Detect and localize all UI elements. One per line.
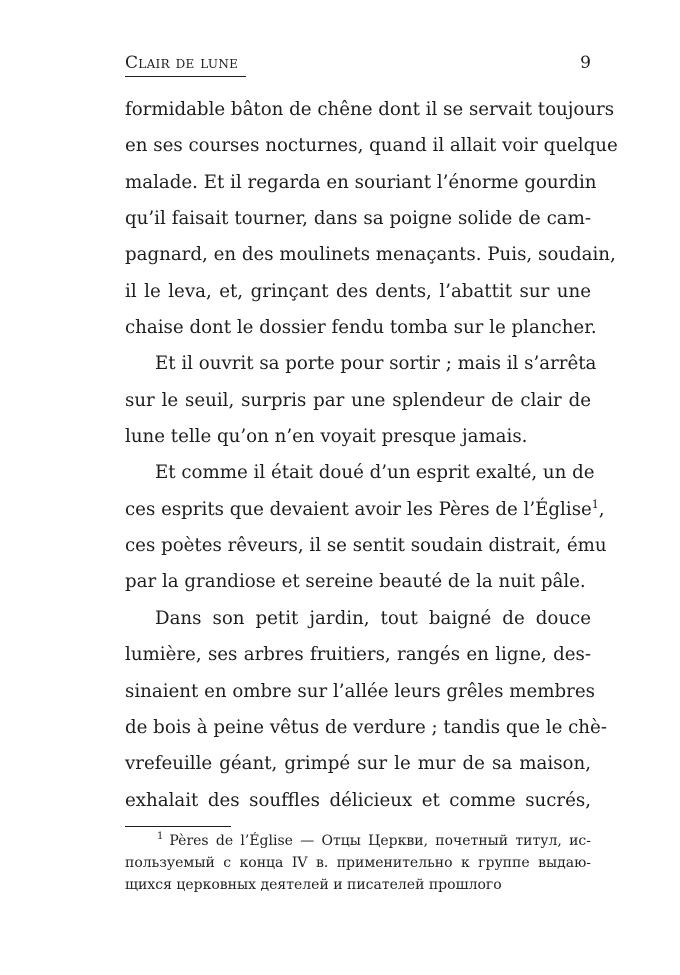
page-number: 9 <box>580 53 591 73</box>
text-line: sinaient en ombre sur l’allée leurs grêles membres <box>125 680 595 702</box>
text-line: malade. Et il regarda en souriant l’énorme gourdin <box>125 171 597 193</box>
text-line: lumière, ses arbres fruitiers, rangés en ligne, des- <box>125 644 591 666</box>
text-line: qu’il faisait tourner, dans sa poigne solide de cam- <box>125 208 591 230</box>
text-line: en ses courses nocturnes, quand il allait voir quelque <box>125 135 618 157</box>
footnote-reference[interactable]: 1 <box>591 497 599 511</box>
running-head <box>125 52 591 78</box>
text-line: formidable bâton de chêne dont il se servait toujours <box>125 99 615 120</box>
footnote-line: щихся церковных деятелей и писателей прошлого <box>125 877 502 893</box>
running-title: Clair de lune <box>125 53 239 73</box>
footnote-text: Pères de l’Église — Отцы Церкви, почетный титул, ис- <box>169 833 591 849</box>
text-line: sur le seuil, surpris par une splendeur de clair de <box>125 389 591 411</box>
text-line: lune telle qu’on n’en voyait presque jamais. <box>125 426 528 448</box>
text-segment: , <box>598 498 605 520</box>
footnote-rule <box>125 826 231 827</box>
text-line: Et comme il était doué d’un esprit exalté, un de <box>155 462 595 484</box>
text-line: ces poètes rêveurs, il se sentit soudain distrait, ému <box>125 535 607 557</box>
footnote-line <box>125 830 591 852</box>
text-line: Dans son petit jardin, tout baigné de douce <box>155 607 591 629</box>
text-line: de bois à peine vêtus de verdure ; tandis que le chè- <box>125 716 607 738</box>
footnote-line: пользуемый с конца IV в. применительно к группе выдаю- <box>125 855 591 871</box>
text-line: par la grandiose et sereine beauté de la nuit pâle. <box>125 571 586 593</box>
footnote-marker: 1 <box>157 831 164 843</box>
footnotes <box>125 830 591 896</box>
text-line: pagnard, en des moulinets menaçants. Puis, soudain, <box>125 244 616 266</box>
header-rule <box>125 76 246 77</box>
text-line: chaise dont le dossier fendu tomba sur le plancher. <box>125 317 597 339</box>
text-line-with-footnote <box>125 492 605 528</box>
text-line: vrefeuille géant, grimpé sur le mur de sa maison, <box>125 753 591 775</box>
body-text <box>125 92 618 819</box>
text-line: Et il ouvrit sa porte pour sortir ; mais il s’arrêta <box>155 353 597 375</box>
text-line: il le leva, et, grinçant des dents, l’abattit sur une <box>125 280 591 302</box>
text-segment: ces esprits que devaient avoir les Pères de l’Église <box>125 498 592 520</box>
text-line: exhalait des souffles délicieux et comme sucrés, <box>125 789 591 811</box>
